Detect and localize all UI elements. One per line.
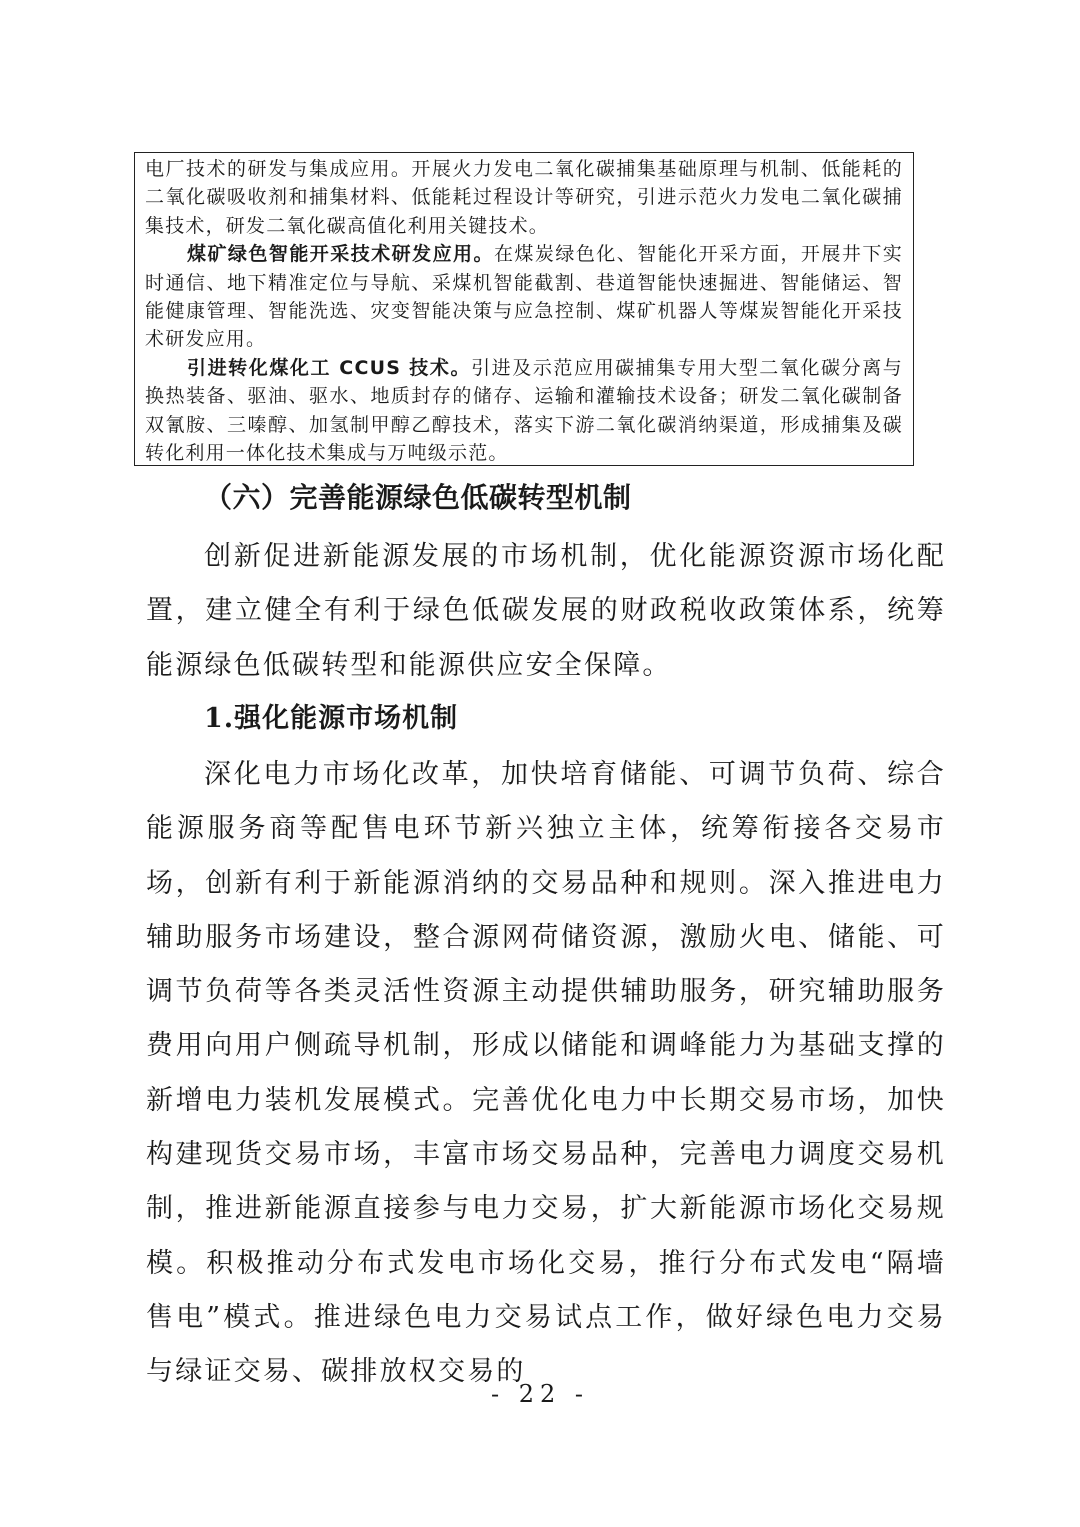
boxed-text-panel (134, 152, 914, 466)
box-paragraph (145, 240, 903, 354)
box-paragraph-body: 引进及示范应用碳捕集专用大型二氧化碳分离与换热装备、驱油、驱水、地质封存的储存、运输和灌输技术设备；研发二氧化碳制备双氰胺、三嗪醇、加氢制甲醇乙醇技术，落实下游二氧化碳消纳渠道，形成捕集及碳转化利用一体化技术集成与万吨级示范。 (145, 356, 904, 465)
box-paragraph (145, 354, 903, 468)
box-paragraph-body: 在煤炭绿色化、智能化开采方面，开展井下实时通信、地下精准定位与导航、采煤机智能截割、巷道智能快速掘进、智能储运、智能健康管理、智能洗选、灾变智能决策与应急控制、煤矿机器人等煤炭智能化开采技术研发应用。 (145, 243, 903, 351)
section-intro-paragraph: 创新促进新能源发展的市场机制，优化能源资源市场化配置，建立健全有利于绿色低碳发展的财政税收政策体系，统筹能源绿色低碳转型和能源供应安全保障。 (146, 541, 946, 681)
page-number: - 22 - (490, 1380, 589, 1408)
box-paragraph-title: 引进转化煤化工 CCUS 技术。 (187, 356, 472, 379)
subsection-heading: 1.强化能源市场机制 (204, 703, 459, 734)
body-paragraph: 深化电力市场化改革，加快培育储能、可调节负荷、综合能源服务商等配售电环节新兴独立主体，统筹衔接各交易市场，创新有利于新能源消纳的交易品种和规则。深入推进电力辅助服务市场建设，整合源网荷储资源，激励火电、储能、可调节负荷等各类灵活性资源主动提供辅助服务，研究辅助服务费用向用户侧疏导机制，形成以储能和调峰能力为基础支撑的新增电力装机发展模式。完善优化电力中长期交易市场，加快构建现货交易市场，丰富市场交易品种，完善电力调度交易机制，推进新能源直接参与电力交易，扩大新能源市场化交易规模。积极推动分布式发电市场化交易，推行分布式发电“隔墙售电”模式。推进绿色电力交易试点工作，做好绿色电力交易与绿证交易、碳排放权交易的 (146, 759, 946, 1388)
section-heading: （六）完善能源绿色低碳转型机制 (204, 481, 632, 514)
box-paragraph: 电厂技术的研发与集成应用。开展火力发电二氧化碳捕集基础原理与机制、低能耗的二氧化碳吸收剂和捕集材料、低能耗过程设计等研究，引进示范火力发电二氧化碳捕集技术，研发二氧化碳高值化利用关键技术。 (145, 158, 903, 237)
box-paragraph-title: 煤矿绿色智能开采技术研发应用。 (187, 243, 494, 266)
